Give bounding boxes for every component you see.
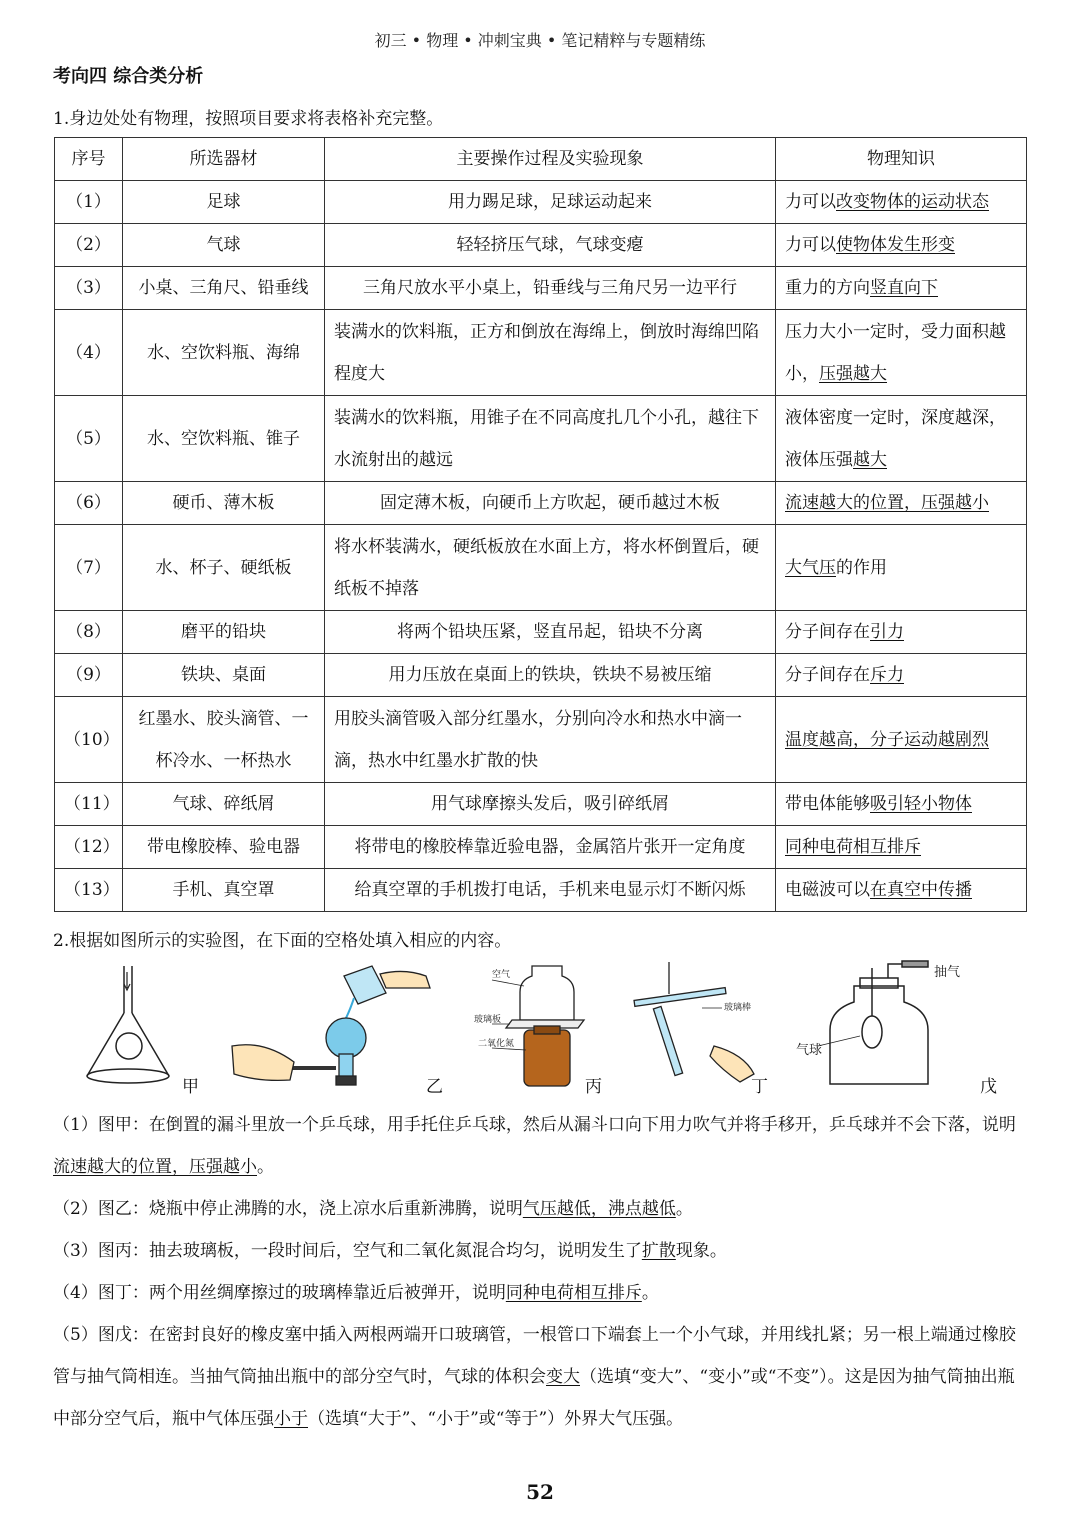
table-header-row [55, 138, 1027, 181]
row-operation: 用气球摩擦头发后，吸引碎纸屑 [325, 783, 776, 826]
table-row [55, 826, 1027, 869]
answer-blank: 压强越大 [819, 363, 887, 384]
figure-label-wu: 戊 [980, 1077, 997, 1097]
row-operation: 将两个铅块压紧，竖直吊起，铅块不分离 [325, 611, 776, 654]
row-knowledge: 力可以改变物体的运动状态 [776, 181, 1027, 224]
answer-blank: 气压越低，沸点越低 [522, 1199, 676, 1219]
flask-figure [232, 966, 430, 1085]
row-operation: 用胶头滴管吸入部分红墨水，分别向冷水和热水中滴一滴，热水中红墨水扩散的快 [325, 697, 776, 783]
page-header: 初三 • 物理 • 冲刺宝典 • 笔记精粹与专题精练 [374, 31, 706, 50]
row-operation: 装满水的饮料瓶，用锥子在不同高度扎几个小孔，越往下水流射出的越远 [325, 396, 776, 482]
answer-item-4: （4）图丁：两个用丝绸摩擦过的玻璃棒靠近后被弹开，说明同种电荷相互排斥。 [53, 1283, 659, 1303]
row-equipment: 硬币、薄木板 [123, 482, 325, 525]
row-operation: 将水杯装满水，硬纸板放在水面上方，将水杯倒置后，硬纸板不掉落 [325, 525, 776, 611]
row-operation: 将带电的橡胶棒靠近验电器，金属箔片张开一定角度 [325, 826, 776, 869]
answer-blank: 引力 [870, 622, 904, 642]
answer-blank: 扩散 [641, 1241, 676, 1261]
answer-blank: 越大 [853, 449, 887, 470]
row-number: （3） [55, 267, 123, 310]
row-equipment: 气球 [123, 224, 325, 267]
row-number: （2） [55, 224, 123, 267]
table-row [55, 783, 1027, 826]
row-equipment: 手机、真空罩 [123, 869, 325, 912]
row-number: （1） [55, 181, 123, 224]
row-knowledge [776, 482, 1027, 525]
figure-label-jia: 甲 [182, 1077, 199, 1097]
row-number: （12） [55, 826, 123, 869]
row-number: （11） [55, 783, 123, 826]
row-number: （13） [55, 869, 123, 912]
row-equipment: 带电橡胶棒、验电器 [123, 826, 325, 869]
table-row [55, 525, 1027, 611]
answer-blank: 改变物体的运动状态 [836, 192, 989, 212]
table-row [55, 310, 1027, 396]
row-equipment: 小桌、三角尺、铅垂线 [123, 267, 325, 310]
row-number: （8） [55, 611, 123, 654]
answer-blank: 变大 [546, 1367, 580, 1387]
table-row [55, 654, 1027, 697]
annotation-pump: 抽气 [934, 965, 961, 980]
table-row [55, 697, 1027, 783]
figure-label-yi: 乙 [426, 1077, 443, 1097]
answer-blank: 大气压 [785, 557, 836, 578]
row-equipment: 足球 [123, 181, 325, 224]
figure-illustrations [54, 958, 1026, 1098]
row-knowledge: 带电体能够吸引轻小物体 [776, 783, 1027, 826]
table-row [55, 224, 1027, 267]
answer-blank: 同种电荷相互排斥 [505, 1283, 642, 1303]
row-number: （5） [55, 396, 123, 482]
answer-item-3: （3）图丙：抽去玻璃板，一段时间后，空气和二氧化氮混合均匀，说明发生了扩散现象。 [53, 1241, 727, 1261]
row-number: （10） [55, 697, 123, 783]
row-equipment: 水、空饮料瓶、海绵 [123, 310, 325, 396]
row-knowledge: 压力大小一定时，受力面积越小，压强越大 [776, 310, 1027, 396]
answer-blank: 流速越大的位置，压强越小 [785, 493, 989, 513]
answer-blank: 在真空中传播 [870, 880, 972, 900]
header-cell-knowledge: 物理知识 [776, 138, 1027, 181]
answer-blank: 温度越高，分子运动越剧烈 [785, 729, 989, 750]
section-title: 考向四 综合类分析 [53, 66, 204, 87]
answer-blank: 斥力 [870, 665, 904, 685]
row-knowledge [776, 697, 1027, 783]
table-row [55, 611, 1027, 654]
answer-item-2: （2）图乙：烧瓶中停止沸腾的水，浇上凉水后重新沸腾，说明气压越低，沸点越低。 [53, 1199, 693, 1219]
annotation-no2: 二氧化氮 [478, 1039, 515, 1049]
table-row [55, 482, 1027, 525]
answer-blank: 使物体发生形变 [836, 235, 955, 255]
answer-item-1: （1）图甲：在倒置的漏斗里放一个乒乓球，用手托住乒乓球，然后从漏斗口向下用力吹气并将手移开，乒乓球并不会下落，说明流速越大的位置，压强越小。 [53, 1115, 1016, 1177]
row-equipment: 气球、碎纸屑 [123, 783, 325, 826]
physics-table [54, 137, 1027, 912]
answer-blank: 同种电荷相互排斥 [785, 837, 921, 857]
answer-blank: 流速越大的位置，压强越小 [53, 1157, 257, 1177]
row-equipment: 红墨水、胶头滴管、一杯冷水、一杯热水 [123, 697, 325, 783]
table-row [55, 267, 1027, 310]
annotation-glass-plate: 玻璃板 [474, 1015, 502, 1025]
table-row [55, 181, 1027, 224]
header-cell-equipment: 所选器材 [123, 138, 325, 181]
row-knowledge [776, 826, 1027, 869]
row-knowledge: 液体密度一定时，深度越深，液体压强越大 [776, 396, 1027, 482]
annotation-balloon: 气球 [796, 1043, 823, 1058]
row-knowledge: 分子间存在斥力 [776, 654, 1027, 697]
row-number: （6） [55, 482, 123, 525]
row-operation: 给真空罩的手机拨打电话，手机来电显示灯不断闪烁 [325, 869, 776, 912]
row-operation: 三角尺放水平小桌上，铅垂线与三角尺另一边平行 [325, 267, 776, 310]
answer-item-5: （5）图戊：在密封良好的橡皮塞中插入两根两端开口玻璃管，一根管口下端套上一个小气球，并用线扎紧；另一根上端通过橡胶管与抽气筒相连。当抽气筒抽出瓶中的部分空气时，气球的体积会变大（选填“变大”、“变小”或“不变”）。这是因为抽气筒抽出瓶中部分空气后，瓶中气体压强小于（选填“大于”、“小于”或“等于”）外界大气压强。 [53, 1325, 1016, 1429]
row-equipment: 铁块、桌面 [123, 654, 325, 697]
experiment-figures [54, 958, 1026, 1098]
row-number: （7） [55, 525, 123, 611]
figure-label-ding: 丁 [751, 1077, 768, 1097]
row-knowledge: 力可以使物体发生形变 [776, 224, 1027, 267]
row-operation: 固定薄木板，向硬币上方吹起，硬币越过木板 [325, 482, 776, 525]
row-knowledge: 电磁波可以在真空中传播 [776, 869, 1027, 912]
funnel-figure [87, 966, 169, 1083]
header-cell-no: 序号 [55, 138, 123, 181]
row-operation: 用力压放在桌面上的铁块，铁块不易被压缩 [325, 654, 776, 697]
row-operation: 装满水的饮料瓶，正方和倒放在海绵上，倒放时海绵凹陷程度大 [325, 310, 776, 396]
page-number: 52 [526, 1480, 554, 1504]
balloon-jar-figure [818, 961, 928, 1084]
row-equipment: 磨平的铅块 [123, 611, 325, 654]
row-operation: 轻轻挤压气球，气球变瘪 [325, 224, 776, 267]
question-2-prompt: 2.根据如图所示的实验图，在下面的空格处填入相应的内容。 [53, 931, 512, 951]
figure-label-bing: 丙 [585, 1077, 602, 1097]
table-row [55, 396, 1027, 482]
table-row [55, 869, 1027, 912]
question-1-prompt: 1.身边处处有物理，按照项目要求将表格补充完整。 [53, 109, 444, 129]
row-knowledge: 重力的方向竖直向下 [776, 267, 1027, 310]
row-number: （4） [55, 310, 123, 396]
row-equipment: 水、空饮料瓶、锥子 [123, 396, 325, 482]
row-equipment: 水、杯子、硬纸板 [123, 525, 325, 611]
row-knowledge: 分子间存在引力 [776, 611, 1027, 654]
row-operation: 用力踢足球，足球运动起来 [325, 181, 776, 224]
row-number: （9） [55, 654, 123, 697]
annotation-glass-rod: 玻璃棒 [724, 1003, 752, 1013]
answer-blank: 小于 [274, 1409, 308, 1429]
answer-blank: 竖直向下 [870, 278, 938, 298]
header-cell-operation: 主要操作过程及实验现象 [325, 138, 776, 181]
glass-rod-figure [634, 962, 754, 1082]
diffusion-figure [492, 966, 584, 1086]
row-knowledge: 大气压的作用 [776, 525, 1027, 611]
answer-blank: 吸引轻小物体 [870, 794, 972, 814]
annotation-air: 空气 [492, 970, 511, 980]
question-2-answers [53, 1104, 1031, 1440]
